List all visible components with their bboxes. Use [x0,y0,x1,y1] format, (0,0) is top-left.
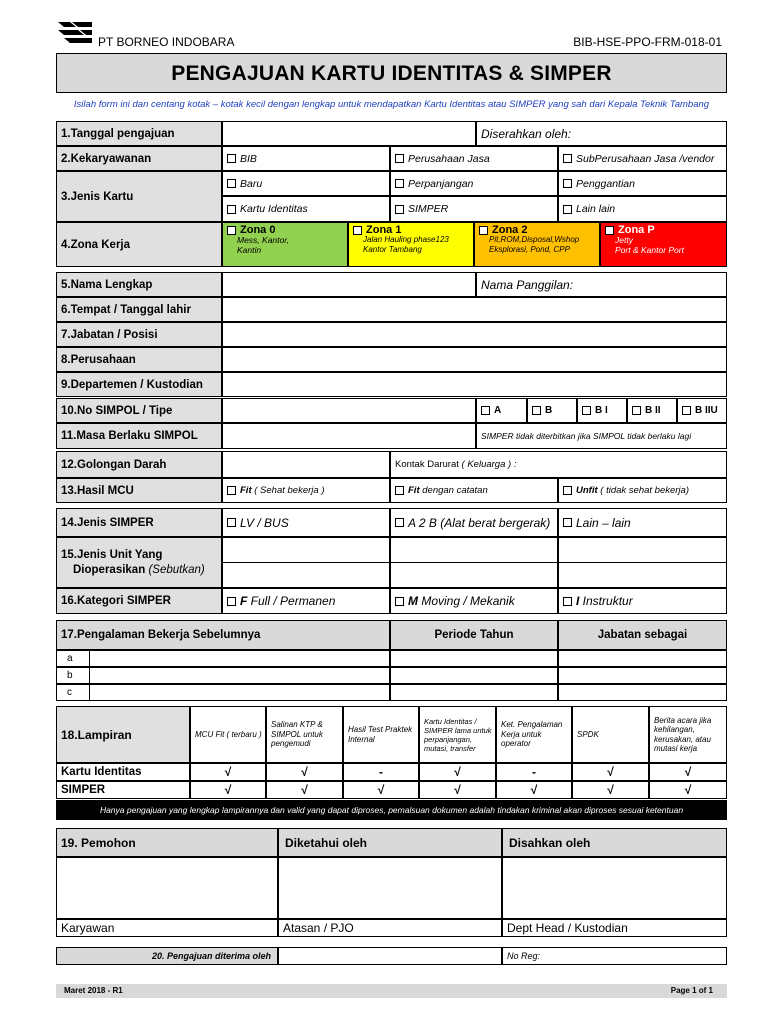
label-jenis-kartu: 3.Jenis Kartu [56,171,222,222]
row-letter: a [56,650,89,667]
col-periode-tahun: Periode Tahun [390,620,558,650]
input-departemen[interactable] [222,372,727,397]
row-pengajuan-diterima [56,947,727,965]
experience-company-input[interactable] [89,667,390,684]
nama-panggilan-field[interactable]: Nama Panggilan: [476,272,727,297]
checkbox-baru[interactable]: Baru [222,171,390,196]
unit-input-3[interactable] [558,537,727,563]
footer-revision: Maret 2018 - R1 [64,986,123,995]
experience-company-input[interactable] [89,650,390,667]
row-jabatan [56,322,727,347]
checkbox-perusahaan-jasa[interactable]: Perusahaan Jasa [390,146,558,171]
row-jenis-simper [56,508,727,537]
row-kekaryawanan [56,146,727,171]
attachment-col-ktp: Salinan KTP & SIMPOL untuk pengemudi [266,706,343,763]
row-jenis-kartu [56,171,727,222]
checkbox-icon [532,406,541,415]
label-kekaryawanan: 2.Kekaryawanan [56,146,222,171]
checkbox-icon [227,226,236,235]
checkbox-kategori-full[interactable]: F Full / Permanen [222,588,390,614]
experience-position-input[interactable] [558,667,727,684]
attachment-mark: √ [649,763,727,781]
checkbox-simper-lain[interactable]: Lain – lain [558,508,727,537]
checkbox-icon [563,205,572,214]
attachment-col-mcu: MCU Fit ( terbaru ) [190,706,266,763]
input-nama-lengkap[interactable] [222,272,476,297]
checkbox-icon [563,179,572,188]
attachment-col-kartu-lama: Kartu Identitas / SIMPER lama untuk perpanjangan, mutasi, transfer [419,706,496,763]
checkbox-simpol-b[interactable]: B [527,398,577,423]
footer-bar [56,984,727,998]
row-letter: c [56,684,89,701]
form-title: PENGAJUAN KARTU IDENTITAS & SIMPER [56,53,727,93]
role-atasan: Atasan / PJO [278,919,502,937]
experience-period-input[interactable] [390,684,558,701]
attachment-mark: √ [190,781,266,799]
checkbox-simpol-a[interactable]: A [476,398,527,423]
checkbox-icon [479,226,488,235]
attachments-header [56,706,727,763]
checkbox-icon [227,518,236,527]
role-karyawan: Karyawan [56,919,278,937]
checkbox-bib[interactable]: BIB [222,146,390,171]
checkbox-icon [395,179,404,188]
checkbox-kategori-instruktur[interactable]: I Instruktur [558,588,727,614]
attachment-mark: √ [419,781,496,799]
row-tanggal-pengajuan [56,121,727,146]
attachment-mark: √ [419,763,496,781]
row-masa-berlaku-simpol [56,423,727,449]
attachment-col-berita-acara: Berita acara jika kehilangan, kerusakan, atau mutasi kerja [649,706,727,763]
checkbox-icon [395,597,404,606]
simpol-note: SIMPER tidak diterbitkan jika SIMPOL tidak berlaku lagi [476,423,727,449]
input-no-simpol[interactable] [222,398,476,423]
checkbox-icon [395,154,404,163]
company-name: PT BORNEO INDOBARA [98,35,235,49]
row-tempat-tanggal-lahir [56,297,727,322]
label-lampiran: 18.Lampiran [56,706,190,763]
label-pengajuan-diterima: 20. Pengajuan diterima oleh [56,947,278,965]
experience-position-input[interactable] [558,650,727,667]
input-pengajuan-diterima[interactable] [278,947,502,965]
document-number: BIB-HSE-PPO-FRM-018-01 [573,35,722,49]
input-perusahaan[interactable] [222,347,727,372]
company-logo [56,18,96,46]
attachment-note: Hanya pengajuan yang lengkap lampirannya dan valid yang dapat diproses, pemalsuan dokumen adalah tindakan kriminal akan diproses sesuai ketentuan [56,800,727,820]
checkbox-icon [563,154,572,163]
checkbox-icon [353,226,362,235]
attachment-row-label: SIMPER [56,781,190,799]
label-disahkan-oleh: Disahkan oleh [502,828,727,857]
input-tempat-tanggal-lahir[interactable] [222,297,727,322]
zone-1-option[interactable]: Zona 1 Jalan Hauling phase123 Kantor Tambang [348,222,474,267]
attachment-mark: √ [266,763,343,781]
experience-row [56,684,727,701]
attachment-row-kartu-identitas [56,763,727,781]
attachment-row-simper [56,781,727,799]
row-perusahaan [56,347,727,372]
signature-dept-head[interactable] [502,857,727,919]
label-jabatan: 7.Jabatan / Posisi [56,322,222,347]
unit-input-5[interactable] [390,562,558,588]
label-departemen: 9.Departemen / Kustodian [56,372,222,397]
label-perusahaan: 8.Perusahaan [56,347,222,372]
label-diketahui-oleh: Diketahui oleh [278,828,502,857]
signature-pemohon[interactable] [56,857,278,919]
label-golongan-darah: 12.Golongan Darah [56,451,222,478]
checkbox-icon [563,486,572,495]
row-no-simpol [56,398,727,423]
checkbox-icon [395,205,404,214]
label-hasil-mcu: 13.Hasil MCU [56,478,222,503]
diserahkan-oleh-field[interactable]: Diserahkan oleh: [476,121,727,146]
attachment-mark: √ [266,781,343,799]
zone-2-option[interactable]: Zona 2 Pit,ROM,Disposal,Wshop Eksplorasi, Pond, CPP [474,222,600,267]
experience-company-input[interactable] [89,684,390,701]
checkbox-icon [395,518,404,527]
checkbox-a2b[interactable]: A 2 B (Alat berat bergerak) [390,508,558,537]
row-letter: b [56,667,89,684]
attachment-mark: √ [343,781,419,799]
row-departemen [56,372,727,397]
signature-roles [56,919,727,937]
input-golongan-darah[interactable] [222,451,390,478]
unit-input-2[interactable] [390,537,558,563]
checkbox-icon [605,226,614,235]
experience-period-input[interactable] [390,667,558,684]
checkbox-icon [227,486,236,495]
attachment-mark: √ [649,781,727,799]
form-instruction: Isilah form ini dan centang kotak – kotak kecil dengan lengkap untuk mendapatkan Kartu Identitas atau SIMPER yang sah dari Kepala Teknik Tambang [73,99,710,110]
checkbox-simpol-biiu[interactable]: B IIU [677,398,727,423]
checkbox-icon [227,179,236,188]
checkbox-subperusahaan[interactable]: SubPerusahaan Jasa /vendor [558,146,727,171]
signature-area [56,857,727,919]
checkbox-icon [582,406,591,415]
label-zona-kerja: 4.Zona Kerja [56,222,222,267]
row-kategori-simper [56,588,727,614]
input-tanggal-pengajuan[interactable] [222,121,476,146]
unit-input-6[interactable] [558,562,727,588]
row-jenis-unit [56,537,727,588]
label-masa-berlaku-simpol: 11.Masa Berlaku SIMPOL [56,423,222,449]
checkbox-kategori-moving[interactable]: M Moving / Mekanik [390,588,558,614]
checkbox-icon [395,486,404,495]
experience-position-input[interactable] [558,684,727,701]
checkbox-perpanjangan[interactable]: Perpanjangan [390,171,558,196]
unit-input-4[interactable] [222,562,390,588]
attachment-row-label: Kartu Identitas [56,763,190,781]
checkbox-icon [227,205,236,214]
role-dept-head: Dept Head / Kustodian [502,919,727,937]
checkbox-kartu-identitas[interactable]: Kartu Identitas [222,196,390,222]
checkbox-penggantian[interactable]: Penggantian [558,171,727,196]
checkbox-icon [563,518,572,527]
label-tempat-tanggal-lahir: 6.Tempat / Tanggal lahir [56,297,222,322]
attachment-col-spdk: SPDK [572,706,649,763]
attachment-mark: - [343,763,419,781]
experience-header [56,620,727,650]
checkbox-simpol-bii[interactable]: B II [627,398,677,423]
footer-page: Page 1 of 1 [670,986,713,995]
signature-header [56,828,727,857]
checkbox-mcu-fit-catatan[interactable]: Fit dengan catatan [390,478,558,503]
label-pemohon: 19. Pemohon [56,828,278,857]
label-jenis-unit: 15.Jenis Unit Yang Dioperasikan (Sebutkan) [56,537,222,588]
kontak-darurat-field[interactable]: Kontak Darurat ( Keluarga ) : [390,451,727,478]
label-kategori-simper: 16.Kategori SIMPER [56,588,222,614]
attachment-mark: √ [496,781,572,799]
no-reg-field[interactable]: No Reg: [502,947,727,965]
checkbox-mcu-unfit[interactable]: Unfit ( tidak sehat bekerja) [558,478,727,503]
label-no-simpol: 10.No SIMPOL / Tipe [56,398,222,423]
zone-0-option[interactable]: Zona 0 Mess, Kantor, Kantin [222,222,348,267]
attachment-col-test: Hasil Test Praktek Internal [343,706,419,763]
attachment-mark: √ [190,763,266,781]
attachment-mark: √ [572,763,649,781]
checkbox-icon [227,597,236,606]
checkbox-icon [481,406,490,415]
row-golongan-darah [56,451,727,478]
input-masa-berlaku-simpol[interactable] [222,423,476,449]
row-zona-kerja [56,222,727,267]
unit-input-1[interactable] [222,537,390,563]
checkbox-icon [227,154,236,163]
checkbox-icon [682,406,691,415]
checkbox-lv-bus[interactable]: LV / BUS [222,508,390,537]
attachment-mark: √ [572,781,649,799]
row-nama-lengkap [56,272,727,297]
col-jabatan-sebagai: Jabatan sebagai [558,620,727,650]
attachment-col-pengalaman: Ket. Pengalaman Kerja untuk operator [496,706,572,763]
label-jenis-simper: 14.Jenis SIMPER [56,508,222,537]
zone-p-option[interactable]: Zona P Jetty Port & Kantor Port [600,222,727,267]
checkbox-icon [563,597,572,606]
signature-atasan[interactable] [278,857,502,919]
checkbox-icon [632,406,641,415]
attachment-mark: - [496,763,572,781]
experience-row [56,650,727,667]
experience-row [56,667,727,684]
row-hasil-mcu [56,478,727,503]
checkbox-simpol-bi[interactable]: B I [577,398,627,423]
checkbox-mcu-fit[interactable]: Fit ( Sehat bekerja ) [222,478,390,503]
checkbox-lain-lain[interactable]: Lain lain [558,196,727,222]
experience-period-input[interactable] [390,650,558,667]
label-tanggal-pengajuan: 1.Tanggal pengajuan [56,121,222,146]
label-pengalaman: 17.Pengalaman Bekerja Sebelumnya [56,620,390,650]
label-nama-lengkap: 5.Nama Lengkap [56,272,222,297]
input-jabatan[interactable] [222,322,727,347]
checkbox-simper[interactable]: SIMPER [390,196,558,222]
